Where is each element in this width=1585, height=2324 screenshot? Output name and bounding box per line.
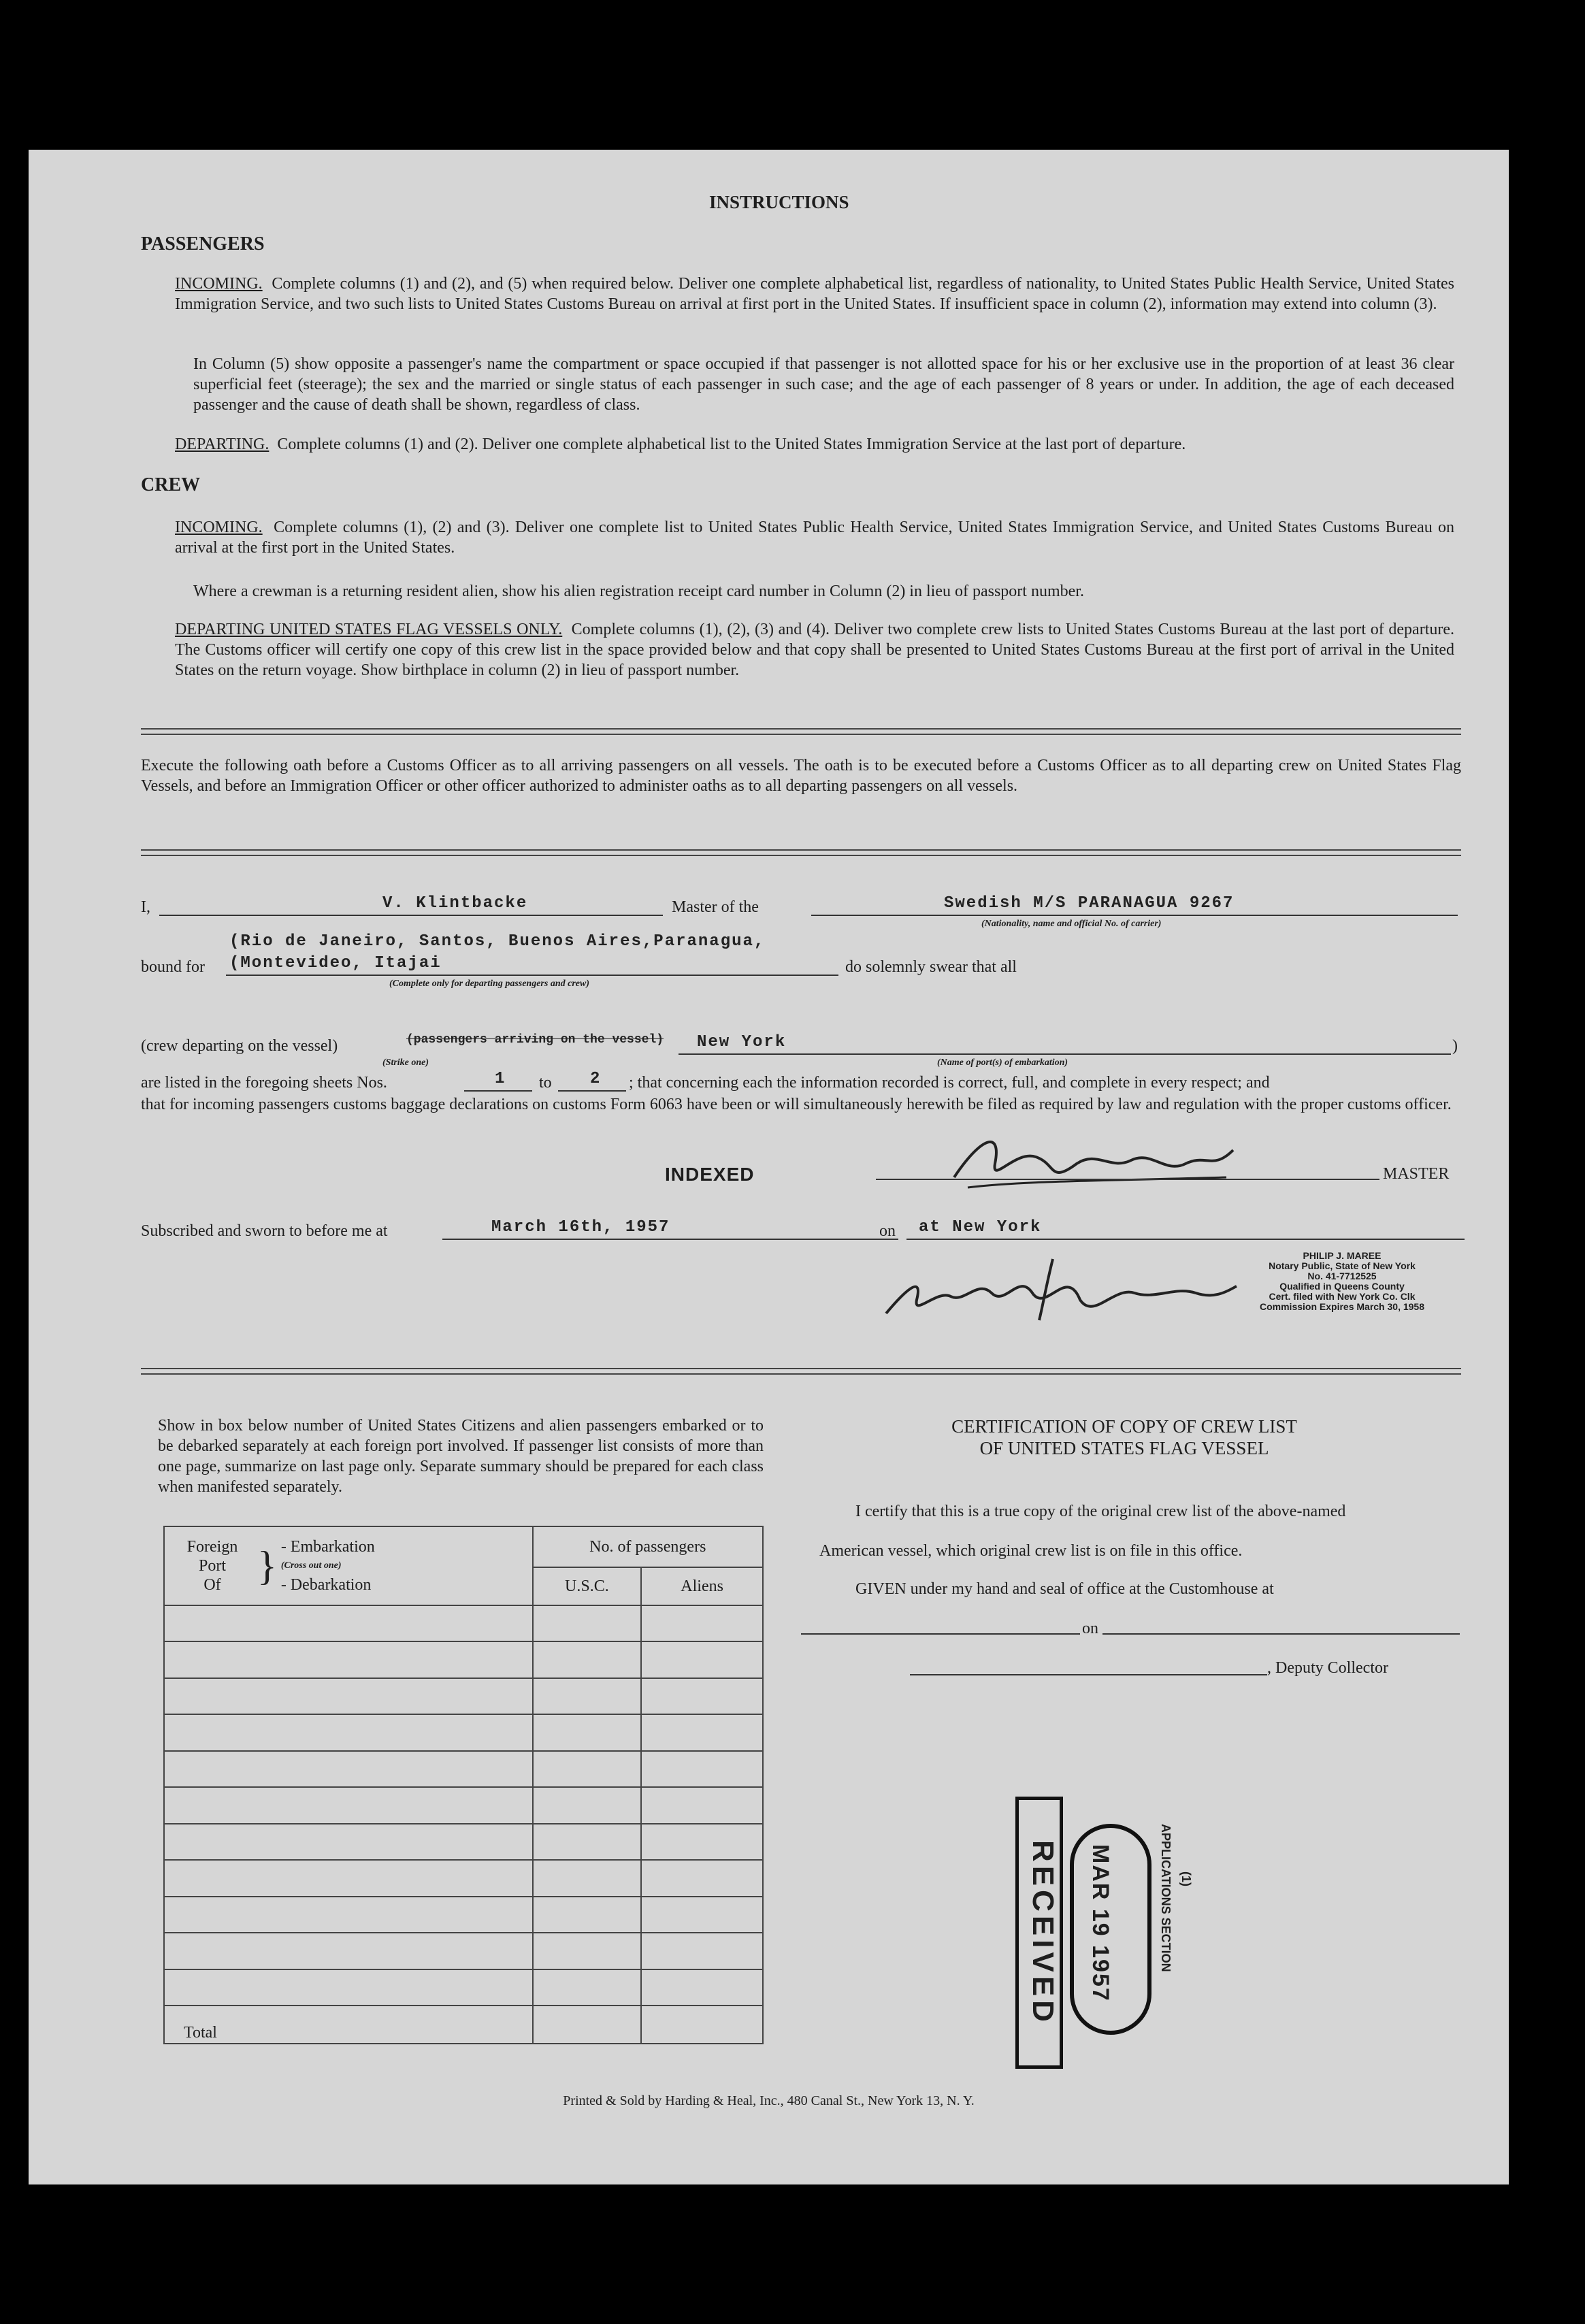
bound-for-line2: (Montevideo, Itajai xyxy=(229,954,442,972)
certification-title-line: CERTIFICATION OF COPY OF CREW LIST xyxy=(951,1416,1297,1437)
table-row xyxy=(164,1787,763,1823)
master-name: V. Klintbacke xyxy=(382,894,528,913)
oath-intro-text: Execute the following oath before a Customs Officer as to all arriving passengers on all vessels. The oath is to be executed before a Customs Officer as to all departing crew on United States Flag Vessels, and before an Immigration Officer or other officer authorized to administer oaths as to all departing passengers on all vessels. xyxy=(141,757,1461,795)
notary-signature xyxy=(876,1252,1243,1330)
vessel-name: Swedish M/S PARANAGUA 9267 xyxy=(944,894,1235,913)
vessel-line xyxy=(811,915,1458,916)
crew-incoming-block xyxy=(175,517,1454,558)
certification-line1: I certify that this is a true copy of the original crew list of the above-named xyxy=(855,1503,1346,1520)
strike-caption: (Strike one) xyxy=(382,1058,429,1068)
customhouse-line xyxy=(801,1633,1080,1635)
cross-out-caption: (Cross out one) xyxy=(280,1560,342,1571)
close-paren: ) xyxy=(1452,1037,1458,1055)
crewman-block xyxy=(193,581,1454,602)
crew-heading: CREW xyxy=(141,474,201,495)
column5-text: In Column (5) show opposite a passenger's name the compartment or space occupied if that passenger is not allotted space for his or her exclusive use in the proportion of at least 36 clear superficial feet (steerage); the sex and the married or single status of each passenger in such case; and the age of each passenger of 8 years or under. In addition, the age of each deceased passenger and the cause of death shall be shown, regardless of class. xyxy=(193,355,1454,414)
struck-passengers-text: (passengers arriving on the vessel) xyxy=(406,1033,664,1047)
sheet-to-line xyxy=(558,1090,626,1092)
sheet-to: 2 xyxy=(590,1070,602,1088)
table-row xyxy=(164,1678,763,1714)
table-row xyxy=(164,1824,763,1860)
separator-3 xyxy=(141,1368,1461,1375)
table-row xyxy=(164,1933,763,1969)
received-stamp-word: RECEIVED xyxy=(1015,1797,1063,2069)
summary-text: Show in box below number of United States Citizens and alien passengers embarked or to be debarked separately at each foreign port involved. If passenger list consists of more than one page, summarize on last page only. Separate summary should be prepared for each class when manifested separately. xyxy=(158,1417,764,1496)
foreign-port-of-label: Foreign Port Of xyxy=(186,1538,238,1594)
foreign-port-header xyxy=(164,1526,533,1605)
deputy-collector-label: , Deputy Collector xyxy=(1267,1659,1388,1677)
certification-title-line: OF UNITED STATES FLAG VESSEL xyxy=(979,1438,1269,1458)
sworn-date: March 16th, 1957 xyxy=(491,1218,670,1237)
passengers-departing-text: Complete columns (1) and (2). Deliver one complete alphabetical list to the United States Immigration Service at the last port of departure. xyxy=(277,436,1186,453)
certification-date-line xyxy=(1102,1633,1460,1635)
master-label: MASTER xyxy=(1383,1165,1450,1183)
swear-text: do solemnly swear that all xyxy=(845,958,1017,976)
master-name-line xyxy=(159,915,663,916)
flag-vessels-label: DEPARTING UNITED STATES FLAG VESSELS ONLY. xyxy=(175,621,563,638)
crewman-text: Where a crewman is a returning resident alien, show his alien registration receipt card number in Column (2) in lieu of passport number. xyxy=(193,583,1084,600)
form-page xyxy=(29,150,1509,2184)
indexed-stamp: INDEXED xyxy=(665,1164,755,1185)
table-row xyxy=(164,1860,763,1896)
notary-stamp-line: Cert. filed with New York Co. Clk xyxy=(1269,1291,1416,1302)
certification-line2: American vessel, which original crew list is on file in this office. xyxy=(819,1542,1243,1560)
crew-departing-label: (crew departing on the vessel) xyxy=(141,1037,338,1055)
table-row xyxy=(164,2006,763,2044)
table-row xyxy=(164,1897,763,1933)
sworn-place-line xyxy=(906,1239,1465,1240)
deputy-collector-line xyxy=(910,1674,1267,1675)
sheet-from-line xyxy=(464,1090,532,1092)
certification-line3: GIVEN under my hand and seal of office at the Customhouse at xyxy=(855,1580,1274,1598)
baggage-text: that for incoming passengers customs baggage declarations on customs Form 6063 have been or will simultaneously herewith be filed as required by law and regulation with the proper customs officer. xyxy=(141,1096,1452,1113)
listed-label: are listed in the foregoing sheets Nos. xyxy=(141,1074,387,1092)
notary-stamp-line: No. 41-7712525 xyxy=(1307,1271,1377,1281)
separator-1 xyxy=(141,728,1461,735)
crew-incoming-label: INCOMING. xyxy=(175,519,263,536)
summary-block xyxy=(158,1415,764,1497)
notary-stamp-line: Qualified in Queens County xyxy=(1279,1281,1405,1292)
separator-2 xyxy=(141,849,1461,856)
total-label: Total xyxy=(164,2006,533,2044)
passengers-departing-block xyxy=(175,434,1454,455)
port-name: New York xyxy=(697,1033,787,1051)
sworn-date-line xyxy=(442,1239,898,1240)
passenger-summary-table xyxy=(163,1526,764,2044)
received-stamp-dept: APPLICATIONS SECTION xyxy=(1159,1824,1173,1972)
passengers-incoming-block xyxy=(175,274,1454,314)
table-row xyxy=(164,1641,763,1677)
listed-text: ; that concerning each the information recorded is correct, full, and complete in every respect; and xyxy=(629,1074,1270,1092)
notary-stamp xyxy=(1230,1251,1454,1312)
instructions-title: INSTRUCTIONS xyxy=(709,192,849,212)
bound-for-line1: (Rio de Janeiro, Santos, Buenos Aires,Paranagua, xyxy=(229,932,766,951)
oath-i-label: I, xyxy=(141,898,150,916)
subscribed-label: Subscribed and sworn to before me at xyxy=(141,1222,388,1240)
aliens-header: Aliens xyxy=(641,1567,763,1605)
master-of-label: Master of the xyxy=(672,898,759,916)
master-signature-icon xyxy=(941,1123,1240,1198)
certification-on-label: on xyxy=(1082,1620,1098,1637)
bound-for-caption: (Complete only for departing passengers and crew) xyxy=(389,979,589,989)
to-label: to xyxy=(539,1074,552,1092)
passengers-heading: PASSENGERS xyxy=(141,233,265,255)
master-signature xyxy=(941,1123,1240,1208)
table-row xyxy=(164,1605,763,1641)
master-signature-line xyxy=(876,1179,1379,1180)
sheet-from: 1 xyxy=(495,1070,506,1088)
column5-block xyxy=(193,354,1454,415)
printer-footer: Printed & Sold by Harding & Heal, Inc., 480 Canal St., New York 13, N. Y. xyxy=(563,2093,975,2108)
oath-intro-block xyxy=(141,755,1461,796)
port-line xyxy=(679,1053,1451,1055)
sworn-place: at New York xyxy=(919,1218,1042,1237)
table-row xyxy=(164,1751,763,1787)
notary-stamp-line: PHILIP J. MAREE xyxy=(1303,1250,1382,1261)
notary-stamp-line: Notary Public, State of New York xyxy=(1269,1260,1416,1271)
no-passengers-header: No. of passengers xyxy=(533,1526,763,1567)
notary-signature-icon xyxy=(876,1252,1243,1327)
table-row xyxy=(164,1969,763,2006)
bound-for-line xyxy=(226,975,838,976)
flag-vessels-text: Complete columns (1), (2), (3) and (4). Deliver two complete crew lists to United States Customs Bureau at the last port of departure. The Customs officer will certify one copy of this crew list in the space provided below and that copy shall be presented to United States Customs Bureau at the first port of arrival in the United States on the return voyage. Show birthplace in column (2) in lieu of passport number. xyxy=(175,621,1455,679)
received-stamp-date: MAR 19 1957 xyxy=(1088,1844,1113,2002)
flag-vessels-block xyxy=(175,619,1454,681)
debarkation-label: - Debarkation xyxy=(280,1576,372,1594)
table-row xyxy=(164,1714,763,1750)
received-stamp-code: (1) xyxy=(1179,1871,1193,1886)
vessel-caption: (Nationality, name and official No. of carrier) xyxy=(981,919,1162,929)
passengers-incoming-text: Complete columns (1) and (2), and (5) when required below. Deliver one complete alphabetical list, regardless of nationality, to United States Public Health Service, United States Immigration Service, and two such lists to United States Customs Bureau on arrival at first port in the United States. If insufficient space in column (2), information may extend into column (3). xyxy=(175,275,1454,313)
brace-icon: } xyxy=(257,1543,277,1588)
bound-for-label: bound for xyxy=(141,958,205,976)
sworn-on-label: on xyxy=(879,1222,896,1240)
passengers-departing-label: DEPARTING. xyxy=(175,436,269,453)
certification-title xyxy=(825,1415,1424,1459)
usc-header: U.S.C. xyxy=(533,1567,642,1605)
received-stamp xyxy=(1015,1797,1199,2069)
passengers-incoming-label: INCOMING. xyxy=(175,275,263,293)
crew-incoming-text: Complete columns (1), (2) and (3). Deliver one complete list to United States Public Health Service, United States Immigration Service, and United States Customs Bureau on arrival at the first port in the United States. xyxy=(175,519,1455,557)
notary-stamp-line: Commission Expires March 30, 1958 xyxy=(1260,1301,1424,1312)
baggage-block xyxy=(141,1094,1461,1115)
embarkation-label: - Embarkation xyxy=(280,1538,375,1556)
port-caption: (Name of port(s) of embarkation) xyxy=(937,1058,1068,1068)
